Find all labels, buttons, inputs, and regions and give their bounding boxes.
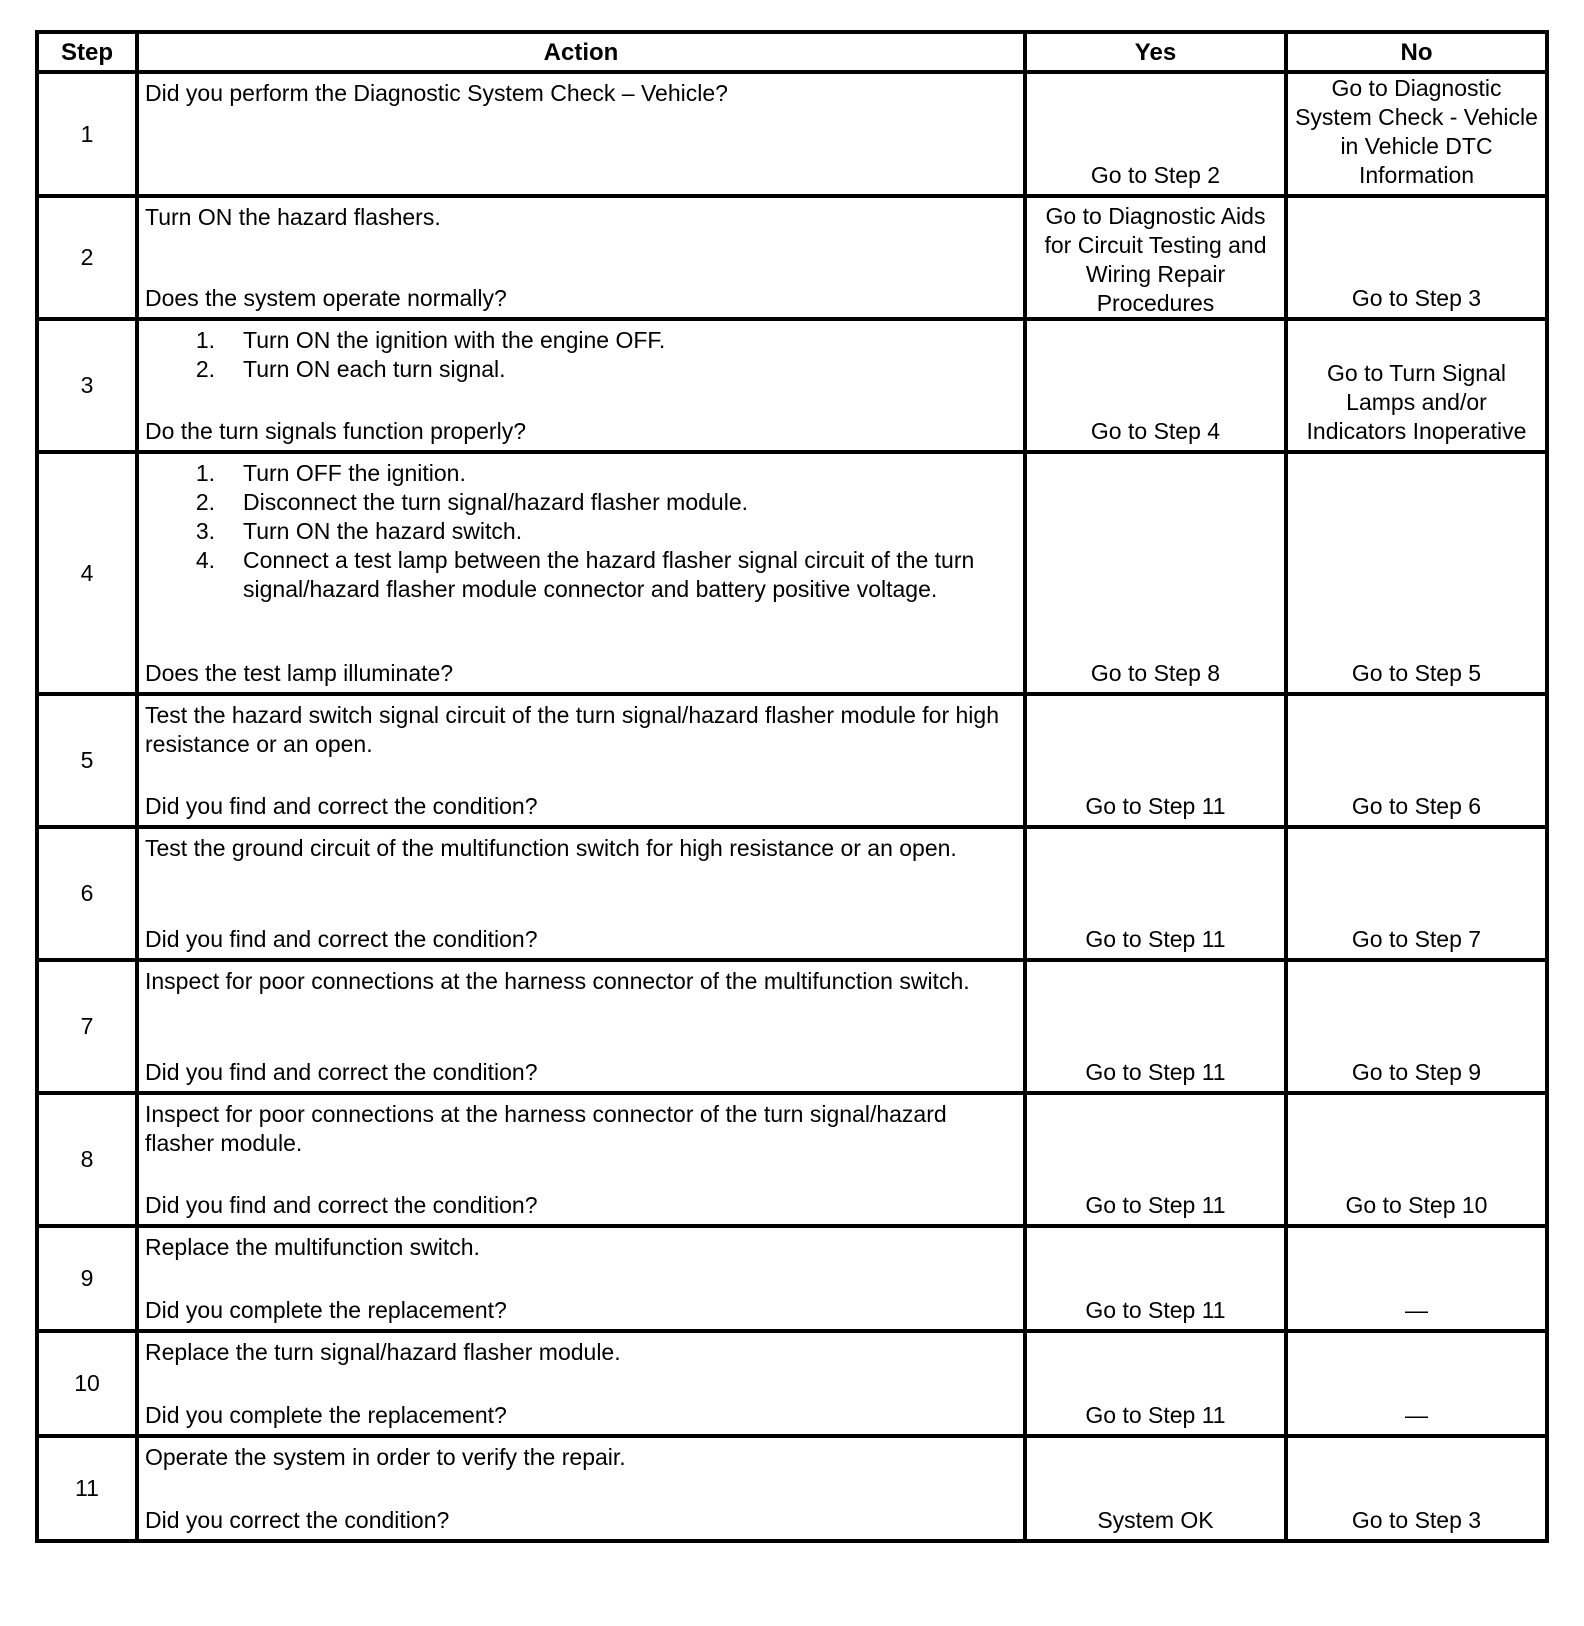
action-text: Replace the multifunction switch. [145, 1234, 480, 1260]
yes-result-text: Go to Step 11 [1085, 1059, 1226, 1085]
no-result-cell [1286, 452, 1547, 694]
no-result-cell [1286, 1331, 1547, 1436]
yes-result-cell [1025, 319, 1286, 452]
substep-list [145, 326, 1015, 384]
no-result-text: Go to Step 5 [1351, 660, 1482, 686]
header-yes: Yes [1025, 32, 1286, 72]
yes-result-cell [1025, 694, 1286, 827]
yes-result-text: Go to Step 11 [1085, 1192, 1226, 1218]
yes-result-cell [1025, 72, 1286, 196]
substep-item [145, 546, 1015, 604]
action-text: Inspect for poor connections at the harness connector of the turn signal/hazard flasher module. [145, 1101, 947, 1156]
yes-result-cell [1025, 1226, 1286, 1331]
substep-text: Disconnect the turn signal/hazard flasher module. [243, 489, 749, 515]
header-row [37, 32, 1547, 72]
substep-number: 1. [195, 460, 215, 486]
substep-number: 2. [195, 356, 215, 382]
step-number: 4 [37, 452, 137, 694]
table-row [37, 319, 1547, 452]
header-no: No [1286, 32, 1547, 72]
no-result-text: Go to Step 6 [1351, 793, 1482, 819]
table-row [37, 1226, 1547, 1331]
step-number: 10 [37, 1331, 137, 1436]
table-row [37, 72, 1547, 196]
step-number: 2 [37, 196, 137, 319]
substep-number: 4. [195, 547, 215, 573]
yes-result-cell [1025, 196, 1286, 319]
action-cell [137, 1436, 1025, 1541]
yes-result-cell [1025, 452, 1286, 694]
header-step: Step [37, 32, 137, 72]
no-result-cell [1286, 960, 1547, 1093]
yes-result-text: System OK [1097, 1507, 1214, 1533]
substep-number: 3. [195, 518, 215, 544]
substep-text: Connect a test lamp between the hazard flasher signal circuit of the turn signal/hazard flasher module connector and battery positive voltage. [243, 547, 975, 602]
no-result-text: Go to Step 7 [1351, 926, 1482, 952]
step-number: 1 [37, 72, 137, 196]
action-text: Did you perform the Diagnostic System Check – Vehicle? [145, 80, 728, 106]
action-cell [137, 72, 1025, 196]
substep-item [145, 459, 1015, 488]
action-question: Did you correct the condition? [145, 1507, 450, 1533]
table-row [37, 1093, 1547, 1226]
substep-number: 2. [195, 489, 215, 515]
no-result-text: Go to Step 3 [1351, 1507, 1482, 1533]
no-result-text: Go to Step 3 [1351, 285, 1482, 311]
yes-result-text: Go to Step 11 [1085, 793, 1226, 819]
table-row [37, 1436, 1547, 1541]
action-instructions [145, 459, 1015, 604]
no-result-cell [1286, 72, 1547, 196]
action-cell [137, 827, 1025, 960]
no-result-cell [1286, 1093, 1547, 1226]
no-result-text: Go to Step 10 [1345, 1192, 1488, 1218]
step-number: 7 [37, 960, 137, 1093]
action-question: Did you find and correct the condition? [145, 1059, 538, 1085]
no-result-cell [1286, 694, 1547, 827]
action-cell [137, 1331, 1025, 1436]
no-result-text: — [1405, 1297, 1428, 1323]
substep-item [145, 517, 1015, 546]
no-result-text: Go to Diagnostic System Check - Vehicle in Vehicle DTC Information [1295, 75, 1538, 188]
no-result-cell [1286, 319, 1547, 452]
table-row [37, 1331, 1547, 1436]
action-question: Does the test lamp illuminate? [145, 660, 454, 686]
action-instructions [145, 1443, 1015, 1472]
action-text: Operate the system in order to verify the repair. [145, 1444, 626, 1470]
step-number: 5 [37, 694, 137, 827]
yes-result-cell [1025, 1331, 1286, 1436]
step-number: 6 [37, 827, 137, 960]
action-instructions [145, 1338, 1015, 1367]
yes-result-cell [1025, 960, 1286, 1093]
action-instructions [145, 326, 1015, 384]
yes-result-text: Go to Step 2 [1090, 162, 1221, 188]
yes-result-text: Go to Step 11 [1085, 926, 1226, 952]
action-instructions [145, 79, 1015, 108]
action-instructions [145, 203, 1015, 232]
table-row [37, 452, 1547, 694]
no-result-text: Go to Turn Signal Lamps and/or Indicators Inoperative [1306, 360, 1527, 444]
substep-text: Turn ON the ignition with the engine OFF. [243, 327, 666, 353]
yes-result-text: Go to Step 8 [1090, 660, 1221, 686]
action-text: Replace the turn signal/hazard flasher module. [145, 1339, 621, 1365]
no-result-text: — [1405, 1402, 1428, 1428]
step-number: 8 [37, 1093, 137, 1226]
action-question: Did you find and correct the condition? [145, 1192, 538, 1218]
action-question: Did you find and correct the condition? [145, 926, 538, 952]
action-text: Test the hazard switch signal circuit of the turn signal/hazard flasher module for high resistance or an open. [145, 702, 999, 757]
table-row [37, 827, 1547, 960]
action-question: Do the turn signals function properly? [145, 418, 526, 444]
yes-result-cell [1025, 1436, 1286, 1541]
action-instructions [145, 834, 1015, 863]
step-number: 9 [37, 1226, 137, 1331]
table-body [37, 72, 1547, 1541]
substep-text: Turn ON the hazard switch. [243, 518, 523, 544]
action-instructions [145, 1100, 1015, 1158]
no-result-cell [1286, 827, 1547, 960]
step-number: 11 [37, 1436, 137, 1541]
substep-text: Turn OFF the ignition. [243, 460, 466, 486]
action-instructions [145, 701, 1015, 759]
table-row [37, 960, 1547, 1093]
no-result-cell [1286, 1226, 1547, 1331]
yes-result-text: Go to Diagnostic Aids for Circuit Testing and Wiring Repair Procedures [1044, 203, 1267, 316]
action-cell [137, 960, 1025, 1093]
action-question: Did you complete the replacement? [145, 1402, 507, 1428]
no-result-text: Go to Step 9 [1351, 1059, 1482, 1085]
action-text: Inspect for poor connections at the harness connector of the multifunction switch. [145, 968, 970, 994]
substep-number: 1. [195, 327, 215, 353]
no-result-cell [1286, 196, 1547, 319]
action-instructions [145, 1233, 1015, 1262]
yes-result-text: Go to Step 11 [1085, 1297, 1226, 1323]
no-result-cell [1286, 1436, 1547, 1541]
yes-result-cell [1025, 827, 1286, 960]
action-cell [137, 452, 1025, 694]
substep-item [145, 326, 1015, 355]
substep-item [145, 355, 1015, 384]
step-number: 3 [37, 319, 137, 452]
action-instructions [145, 967, 1015, 996]
action-cell [137, 319, 1025, 452]
action-text: Turn ON the hazard flashers. [145, 204, 441, 230]
table-row [37, 694, 1547, 827]
action-question: Does the system operate normally? [145, 285, 507, 311]
action-question: Did you find and correct the condition? [145, 793, 538, 819]
yes-result-cell [1025, 1093, 1286, 1226]
action-cell [137, 1226, 1025, 1331]
action-cell [137, 1093, 1025, 1226]
action-cell [137, 196, 1025, 319]
table-row [37, 196, 1547, 319]
yes-result-text: Go to Step 4 [1090, 418, 1221, 444]
substep-item [145, 488, 1015, 517]
action-cell [137, 694, 1025, 827]
yes-result-text: Go to Step 11 [1085, 1402, 1226, 1428]
table-header [37, 32, 1547, 72]
header-action: Action [137, 32, 1025, 72]
substep-list [145, 459, 1015, 604]
diagnostic-table [35, 30, 1549, 1543]
action-question: Did you complete the replacement? [145, 1297, 507, 1323]
action-text: Test the ground circuit of the multifunction switch for high resistance or an open. [145, 835, 957, 861]
substep-text: Turn ON each turn signal. [243, 356, 506, 382]
